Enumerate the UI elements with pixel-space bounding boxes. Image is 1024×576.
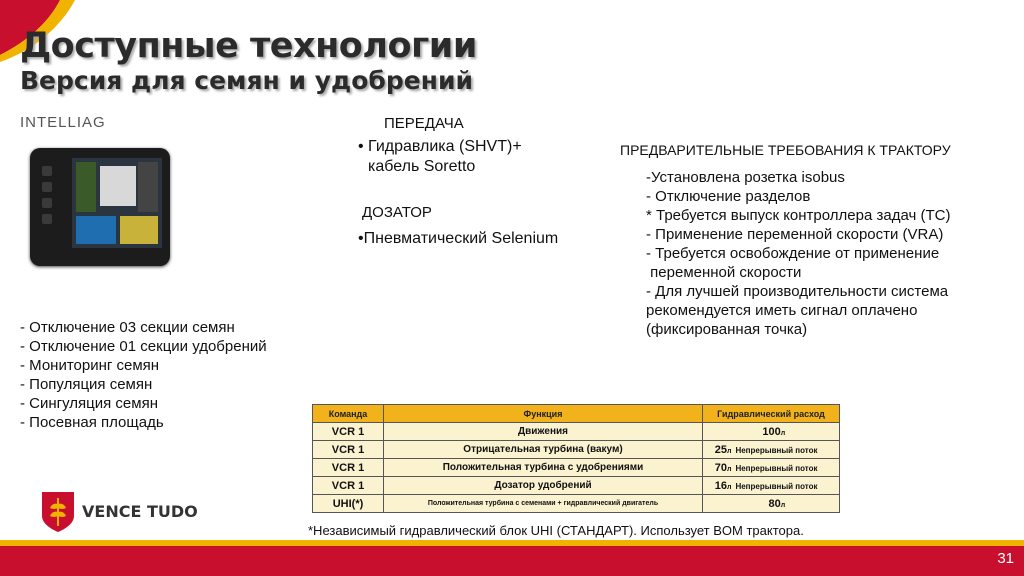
page-subtitle: Версия для семян и удобрений (20, 66, 473, 95)
transmission-body (358, 137, 522, 177)
cell-function: Дозатор удобрений (384, 477, 703, 495)
cell-command: VCR 1 (313, 459, 384, 477)
flow-note: Непрерывный поток (735, 445, 818, 455)
transmission-line: кабель Soretto (368, 158, 476, 175)
cell-command: UHI(*) (313, 495, 384, 513)
dosator-body: •Пневматический Selenium (358, 230, 559, 247)
footer-bar (0, 546, 1024, 576)
hydraulic-table (312, 404, 840, 513)
cell-function: Отрицательная турбина (вакум) (384, 441, 703, 459)
cell-flow (703, 459, 840, 477)
logo-text: VENCE TUDO (82, 502, 198, 521)
list-item: - Отключение 01 секции удобрений (20, 338, 267, 355)
cell-command: VCR 1 (313, 423, 384, 441)
brand-label: INTELLIAG (20, 114, 106, 131)
page-number: 31 (997, 550, 1014, 567)
flow-note: Непрерывный поток (735, 481, 818, 491)
flow-unit: л (727, 447, 732, 455)
list-item: - Посевная площадь (20, 414, 164, 431)
cell-function: Положительная турбина с удобрениями (384, 459, 703, 477)
cell-function: Положительная турбина с семенами + гидравлический двигатель (384, 495, 703, 513)
footnote: *Независимый гидравлический блок UHI (СТАНДАРТ). Использует BOM трактора. (308, 523, 804, 538)
vence-tudo-logo (40, 490, 198, 539)
terminal-device-image (30, 148, 170, 266)
table-row (313, 459, 840, 477)
flow-unit: л (780, 429, 786, 437)
table-row (313, 423, 840, 441)
cell-function: Движения (384, 423, 703, 441)
list-item: - Применение переменной скорости (VRA) (646, 226, 944, 243)
dosator-heading: ДОЗАТОР (362, 204, 432, 221)
cell-flow (703, 477, 840, 495)
device-buttons (42, 166, 60, 246)
flow-amount: 16 (714, 479, 727, 492)
list-item: - Отключение разделов (646, 188, 811, 205)
transmission-line: • Гидравлика (SHVT)+ (358, 138, 522, 155)
table-header-row (313, 405, 840, 423)
cell-command: VCR 1 (313, 477, 384, 495)
list-item: -Установлена розетка isobus (646, 169, 845, 186)
requirements-list (646, 168, 950, 339)
list-item: (фиксированная точка) (646, 321, 808, 338)
requirements-heading: ПРЕДВАРИТЕЛЬНЫЕ ТРЕБОВАНИЯ К ТРАКТОРУ (620, 142, 951, 158)
list-item: - Требуется освобождение от применение (646, 245, 940, 262)
feature-list (20, 318, 267, 432)
page-title: Доступные технологии (20, 26, 477, 66)
table-row (313, 477, 840, 495)
list-item: * Требуется выпуск контроллера задач (TC) (646, 207, 951, 224)
flow-unit: л (780, 501, 786, 509)
header-function: Функция (384, 405, 703, 423)
table-row (313, 441, 840, 459)
list-item: - Популяция семян (20, 376, 153, 393)
list-item: рекомендуется иметь сигнал оплачено (646, 302, 918, 319)
list-item: - Для лучшей производительности система (646, 283, 949, 300)
flow-note: Непрерывный поток (735, 463, 818, 473)
list-item: - Отключение 03 секции семян (20, 319, 235, 336)
flow-amount: 80 (768, 497, 781, 510)
device-screen-icon (72, 158, 162, 248)
transmission-heading: ПЕРЕДАЧА (384, 115, 464, 132)
flow-amount: 100 (762, 425, 781, 438)
cell-flow (703, 423, 840, 441)
cell-flow (703, 441, 840, 459)
list-item: - Мониторинг семян (20, 357, 160, 374)
flow-amount: 70 (714, 461, 727, 474)
cell-flow (703, 495, 840, 513)
header-command: Команда (313, 405, 384, 423)
header-flow: Гидравлический расход (703, 405, 840, 423)
flow-unit: л (727, 483, 732, 491)
list-item: - Сингуляция семян (20, 395, 158, 412)
cell-command: VCR 1 (313, 441, 384, 459)
list-item: переменной скорости (646, 264, 802, 281)
table-row (313, 495, 840, 513)
shield-logo-icon (40, 490, 76, 534)
flow-unit: л (727, 465, 732, 473)
flow-amount: 25 (714, 443, 727, 456)
